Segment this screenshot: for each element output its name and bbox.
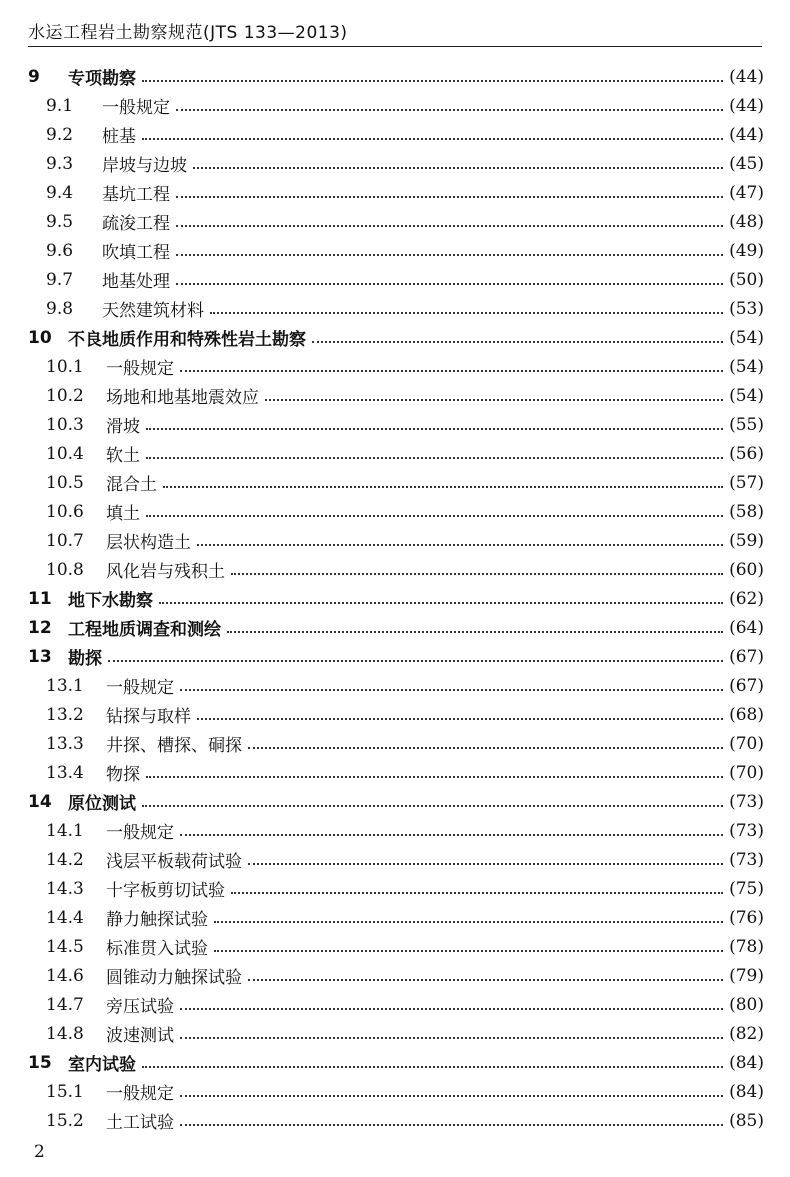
toc-entry-number: 13.1	[46, 675, 84, 696]
toc-entry-page: (56)	[729, 443, 764, 464]
toc-entry-page: (48)	[729, 211, 764, 232]
toc-entry-number: 10.2	[46, 385, 84, 406]
dot-leader	[197, 718, 723, 720]
toc-section-entry[interactable]	[0, 932, 790, 961]
dot-leader	[163, 486, 723, 488]
toc-section-entry[interactable]	[0, 961, 790, 990]
toc-entry-title: 静力触探试验	[106, 910, 208, 930]
toc-entry-title: 场地和地基地震效应	[106, 388, 259, 408]
toc-section-entry[interactable]	[0, 468, 790, 497]
toc-entry-title: 一般规定	[106, 1084, 174, 1104]
dot-leader	[231, 892, 723, 894]
dot-leader	[180, 689, 723, 691]
toc-chapter-entry[interactable]	[0, 584, 790, 613]
toc-entry-page: (67)	[729, 646, 764, 667]
toc-entry-page: (80)	[729, 994, 764, 1015]
toc-section-entry[interactable]	[0, 816, 790, 845]
toc-section-entry[interactable]	[0, 903, 790, 932]
toc-section-entry[interactable]	[0, 729, 790, 758]
toc-entry-page: (44)	[729, 66, 764, 87]
toc-entry-page: (68)	[729, 704, 764, 725]
toc-entry-number: 9.5	[46, 211, 74, 232]
toc-entry-title: 标准贯入试验	[106, 939, 208, 959]
toc-entry-page: (67)	[729, 675, 764, 696]
toc-entry-number: 14	[28, 791, 52, 812]
toc-entry-number: 9.2	[46, 124, 74, 145]
toc-entry-title: 土工试验	[106, 1113, 174, 1133]
toc-entry-page: (84)	[729, 1052, 764, 1073]
dot-leader	[176, 254, 723, 256]
toc-entry-title: 基坑工程	[102, 185, 170, 205]
toc-entry-title: 钻探与取样	[106, 707, 191, 727]
toc-entry-title: 波速测试	[106, 1026, 174, 1046]
toc-entry-number: 9.1	[46, 95, 74, 116]
toc-entry-title: 层状构造土	[106, 533, 191, 553]
dot-leader	[180, 1124, 723, 1126]
toc-entry-title: 不良地质作用和特殊性岩土勘察	[68, 330, 306, 350]
toc-entry-number: 10.5	[46, 472, 84, 493]
toc-chapter-entry[interactable]	[0, 62, 790, 91]
toc-entry-number: 15.2	[46, 1110, 84, 1131]
dot-leader	[180, 1037, 723, 1039]
toc-entry-page: (73)	[729, 820, 764, 841]
toc-entry-page: (54)	[729, 327, 764, 348]
toc-section-entry[interactable]	[0, 236, 790, 265]
toc-entry-number: 10	[28, 327, 52, 348]
toc-entry-title: 桩基	[102, 127, 136, 147]
toc-entry-page: (44)	[729, 124, 764, 145]
toc-section-entry[interactable]	[0, 700, 790, 729]
toc-entry-page: (62)	[729, 588, 764, 609]
dot-leader	[142, 805, 723, 807]
toc-section-entry[interactable]	[0, 207, 790, 236]
toc-entry-number: 10.4	[46, 443, 84, 464]
dot-leader	[312, 341, 723, 343]
toc-entry-number: 13	[28, 646, 52, 667]
dot-leader	[227, 631, 723, 633]
toc-entry-number: 13.2	[46, 704, 84, 725]
header-rule	[28, 46, 762, 47]
toc-entry-number: 14.4	[46, 907, 84, 928]
dot-leader	[248, 863, 723, 865]
toc-entry-title: 室内试验	[68, 1055, 136, 1075]
toc-entry-title: 填土	[106, 504, 140, 524]
toc-entry-number: 10.3	[46, 414, 84, 435]
page-number: 2	[34, 1142, 45, 1162]
dot-leader	[146, 776, 723, 778]
toc-entry-title: 吹填工程	[102, 243, 170, 263]
toc-entry-page: (55)	[729, 414, 764, 435]
dot-leader	[146, 428, 723, 430]
toc-chapter-entry[interactable]	[0, 787, 790, 816]
table-of-contents	[0, 62, 790, 1135]
dot-leader	[108, 660, 723, 662]
dot-leader	[142, 80, 723, 82]
toc-entry-title: 旁压试验	[106, 997, 174, 1017]
toc-entry-page: (47)	[729, 182, 764, 203]
toc-entry-number: 9.8	[46, 298, 74, 319]
toc-entry-page: (82)	[729, 1023, 764, 1044]
dot-leader	[176, 283, 723, 285]
toc-entry-title: 一般规定	[106, 678, 174, 698]
toc-entry-number: 10.1	[46, 356, 84, 377]
toc-entry-page: (70)	[729, 733, 764, 754]
toc-entry-title: 物探	[106, 765, 140, 785]
toc-section-entry[interactable]	[0, 526, 790, 555]
toc-entry-number: 12	[28, 617, 52, 638]
toc-entry-number: 14.2	[46, 849, 84, 870]
toc-section-entry[interactable]	[0, 671, 790, 700]
toc-entry-number: 14.3	[46, 878, 84, 899]
toc-section-entry[interactable]	[0, 178, 790, 207]
toc-entry-number: 14.7	[46, 994, 84, 1015]
dot-leader	[176, 109, 723, 111]
toc-chapter-entry[interactable]	[0, 1048, 790, 1077]
dot-leader	[197, 544, 723, 546]
toc-section-entry[interactable]	[0, 497, 790, 526]
toc-entry-page: (49)	[729, 240, 764, 261]
toc-entry-page: (73)	[729, 849, 764, 870]
toc-entry-number: 15	[28, 1052, 52, 1073]
toc-entry-title: 地基处理	[102, 272, 170, 292]
toc-entry-page: (54)	[729, 385, 764, 406]
running-header: 水运工程岩土勘察规范(JTS 133—2013)	[28, 23, 348, 43]
toc-entry-number: 14.8	[46, 1023, 84, 1044]
toc-entry-title: 天然建筑材料	[102, 301, 204, 321]
toc-entry-page: (59)	[729, 530, 764, 551]
toc-entry-page: (45)	[729, 153, 764, 174]
toc-entry-title: 专项勘察	[68, 69, 136, 89]
toc-entry-title: 十字板剪切试验	[106, 881, 225, 901]
toc-section-entry[interactable]	[0, 149, 790, 178]
toc-entry-number: 9.4	[46, 182, 74, 203]
toc-section-entry[interactable]	[0, 381, 790, 410]
toc-section-entry[interactable]	[0, 1077, 790, 1106]
toc-entry-number: 9.3	[46, 153, 74, 174]
toc-entry-number: 13.3	[46, 733, 84, 754]
toc-entry-number: 10.6	[46, 501, 84, 522]
toc-entry-title: 一般规定	[106, 359, 174, 379]
dot-leader	[146, 515, 723, 517]
toc-section-entry[interactable]	[0, 352, 790, 381]
toc-entry-number: 10.8	[46, 559, 84, 580]
toc-entry-number: 15.1	[46, 1081, 84, 1102]
dot-leader	[146, 457, 723, 459]
toc-chapter-entry[interactable]	[0, 323, 790, 352]
toc-entry-number: 14.6	[46, 965, 84, 986]
dot-leader	[214, 921, 723, 923]
toc-section-entry[interactable]	[0, 1019, 790, 1048]
toc-section-entry[interactable]	[0, 555, 790, 584]
toc-entry-page: (57)	[729, 472, 764, 493]
toc-entry-title: 浅层平板载荷试验	[106, 852, 242, 872]
toc-entry-page: (70)	[729, 762, 764, 783]
toc-section-entry[interactable]	[0, 874, 790, 903]
dot-leader	[180, 834, 723, 836]
toc-section-entry[interactable]	[0, 410, 790, 439]
toc-entry-number: 9.6	[46, 240, 74, 261]
dot-leader	[142, 1066, 723, 1068]
dot-leader	[142, 138, 723, 140]
dot-leader	[214, 950, 723, 952]
dot-leader	[180, 370, 723, 372]
toc-entry-title: 混合土	[106, 475, 157, 495]
toc-entry-title: 工程地质调查和测绘	[68, 620, 221, 640]
toc-entry-title: 风化岩与残积土	[106, 562, 225, 582]
toc-section-entry[interactable]	[0, 845, 790, 874]
toc-entry-number: 10.7	[46, 530, 84, 551]
toc-entry-number: 9	[28, 66, 40, 87]
toc-section-entry[interactable]	[0, 990, 790, 1019]
toc-entry-title: 疏浚工程	[102, 214, 170, 234]
toc-section-entry[interactable]	[0, 120, 790, 149]
toc-entry-title: 滑坡	[106, 417, 140, 437]
toc-entry-number: 9.7	[46, 269, 74, 290]
toc-entry-page: (85)	[729, 1110, 764, 1131]
dot-leader	[180, 1095, 723, 1097]
dot-leader	[265, 399, 723, 401]
toc-entry-page: (50)	[729, 269, 764, 290]
dot-leader	[248, 747, 723, 749]
toc-entry-page: (78)	[729, 936, 764, 957]
toc-section-entry[interactable]	[0, 439, 790, 468]
toc-entry-title: 井探、槽探、硐探	[106, 736, 242, 756]
toc-chapter-entry[interactable]	[0, 642, 790, 671]
dot-leader	[210, 312, 723, 314]
dot-leader	[159, 602, 723, 604]
toc-entry-number: 13.4	[46, 762, 84, 783]
toc-section-entry[interactable]	[0, 265, 790, 294]
toc-entry-number: 14.5	[46, 936, 84, 957]
toc-entry-title: 圆锥动力触探试验	[106, 968, 242, 988]
toc-entry-title: 一般规定	[106, 823, 174, 843]
toc-entry-page: (60)	[729, 559, 764, 580]
toc-entry-page: (73)	[729, 791, 764, 812]
toc-entry-page: (79)	[729, 965, 764, 986]
toc-entry-page: (76)	[729, 907, 764, 928]
dot-leader	[180, 1008, 723, 1010]
toc-entry-page: (44)	[729, 95, 764, 116]
toc-entry-title: 一般规定	[102, 98, 170, 118]
toc-entry-title: 地下水勘察	[68, 591, 153, 611]
toc-section-entry[interactable]	[0, 91, 790, 120]
toc-entry-page: (53)	[729, 298, 764, 319]
toc-section-entry[interactable]	[0, 758, 790, 787]
dot-leader	[231, 573, 723, 575]
dot-leader	[176, 225, 723, 227]
toc-entry-page: (84)	[729, 1081, 764, 1102]
toc-entry-title: 原位测试	[68, 794, 136, 814]
toc-entry-page: (75)	[729, 878, 764, 899]
dot-leader	[176, 196, 723, 198]
toc-entry-title: 岸坡与边坡	[102, 156, 187, 176]
toc-entry-number: 11	[28, 588, 52, 609]
toc-section-entry[interactable]	[0, 294, 790, 323]
dot-leader	[248, 979, 723, 981]
dot-leader	[193, 167, 723, 169]
toc-entry-title: 勘探	[68, 649, 102, 669]
toc-entry-page: (64)	[729, 617, 764, 638]
toc-section-entry[interactable]	[0, 1106, 790, 1135]
toc-entry-title: 软土	[106, 446, 140, 466]
toc-chapter-entry[interactable]	[0, 613, 790, 642]
toc-entry-page: (58)	[729, 501, 764, 522]
toc-entry-page: (54)	[729, 356, 764, 377]
toc-entry-number: 14.1	[46, 820, 84, 841]
